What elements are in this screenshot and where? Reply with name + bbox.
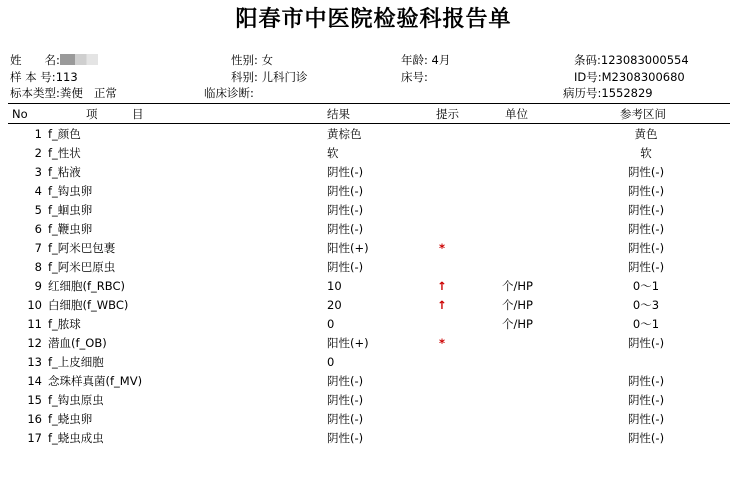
row-result: 黄棕色: [327, 127, 362, 141]
row-result: 阴性(-): [327, 222, 364, 236]
row-unit: 个/HP: [502, 298, 533, 312]
row-ref: 0～1: [632, 279, 660, 293]
sex-value: 女: [261, 53, 274, 67]
row-ref: 阴性(-): [627, 241, 665, 255]
row-ref: 阴性(-): [627, 393, 665, 407]
table-row: [0, 410, 747, 429]
id-field: [574, 70, 685, 84]
table-row: [0, 201, 747, 220]
age-field: [401, 53, 450, 67]
table-row: [0, 163, 747, 182]
row-item: f_阿米巴原虫: [48, 260, 116, 274]
row-item: f_蛲虫卵: [48, 412, 93, 426]
row-result: 阴性(-): [327, 203, 364, 217]
row-result: 阴性(-): [327, 412, 364, 426]
diagnosis-field: [204, 86, 254, 100]
table-row: [0, 239, 747, 258]
row-no: 8: [34, 260, 42, 274]
table-row: [0, 372, 747, 391]
sample-type-field: [10, 86, 117, 100]
row-result: 0: [327, 317, 335, 331]
row-ref: 0～1: [632, 317, 660, 331]
header-divider-bottom: [8, 123, 730, 124]
col-header-flag: 提示: [436, 107, 459, 121]
col-header-unit: 单位: [505, 107, 528, 121]
table-row: [0, 144, 747, 163]
table-row: [0, 353, 747, 372]
id-value: M2308300680: [601, 70, 685, 84]
table-row: [0, 220, 747, 239]
row-item: f_脓球: [48, 317, 81, 331]
row-no: 17: [27, 431, 42, 445]
row-no: 7: [34, 241, 42, 255]
row-result: 阴性(-): [327, 431, 364, 445]
row-no: 4: [34, 184, 42, 198]
row-ref: 阴性(-): [627, 336, 665, 350]
sample-no-label: 样 本 号:: [10, 70, 56, 84]
row-ref: 黄色: [634, 127, 658, 141]
up-arrow-icon: ↑: [437, 279, 447, 293]
row-flag: *: [438, 336, 445, 350]
dept-label: 科别:: [231, 70, 258, 84]
dept-value: 儿科门诊: [261, 70, 308, 84]
row-no: 12: [27, 336, 42, 350]
sample-type-label: 标本类型:: [10, 86, 60, 100]
redacted-name: [60, 54, 98, 65]
row-result: 软: [327, 146, 339, 160]
id-label: ID号:: [574, 70, 602, 84]
row-item: f_蛔虫卵: [48, 203, 93, 217]
row-ref: 阴性(-): [627, 412, 665, 426]
col-header-ref: 参考区间: [620, 107, 666, 121]
row-result: 10: [327, 279, 342, 293]
dept-field: [231, 70, 308, 84]
row-item: f_钩虫卵: [48, 184, 93, 198]
sample-no-value: 113: [55, 70, 78, 84]
table-row: [0, 277, 747, 296]
row-ref: 阴性(-): [627, 184, 665, 198]
row-ref: 阴性(-): [627, 431, 665, 445]
table-row: [0, 258, 747, 277]
row-result: 0: [327, 355, 335, 369]
col-header-result: 结果: [327, 107, 350, 121]
row-no: 10: [27, 298, 42, 312]
name-label: 姓 名:: [10, 53, 60, 67]
row-no: 5: [34, 203, 42, 217]
row-result: 阴性(-): [327, 393, 364, 407]
table-row: [0, 315, 747, 334]
row-no: 2: [34, 146, 42, 160]
row-result: 阴性(-): [327, 260, 364, 274]
diagnosis-label: 临床诊断:: [204, 86, 254, 100]
row-item: 红细胞(f_RBC): [48, 279, 125, 293]
record-value: 1552829: [601, 86, 653, 100]
age-value: 4月: [431, 53, 451, 67]
age-label: 年龄:: [401, 53, 428, 67]
row-ref: 软: [640, 146, 652, 160]
row-unit: 个/HP: [502, 279, 533, 293]
row-no: 13: [27, 355, 42, 369]
table-row: [0, 391, 747, 410]
row-ref: 0～3: [632, 298, 660, 312]
row-result: 阴性(-): [327, 374, 364, 388]
bed-label: 床号:: [401, 70, 428, 84]
row-flag: *: [438, 241, 445, 255]
row-item: f_性状: [48, 146, 81, 160]
report-title: 阳春市中医院检验科报告单: [235, 7, 512, 32]
sample-type-value: 粪便: [59, 86, 83, 100]
barcode-field: [574, 53, 689, 67]
row-item: f_颜色: [48, 127, 81, 141]
row-no: 16: [27, 412, 42, 426]
table-row: [0, 125, 747, 144]
row-item: f_粘液: [48, 165, 81, 179]
row-ref: 阴性(-): [627, 222, 665, 236]
row-no: 9: [34, 279, 42, 293]
row-ref: 阴性(-): [627, 165, 665, 179]
row-no: 6: [34, 222, 42, 236]
bed-field: [401, 70, 428, 84]
header-divider-top: [8, 103, 730, 104]
record-label: 病历号:: [563, 86, 602, 100]
row-result: 阴性(-): [327, 165, 364, 179]
barcode-value: 123083000554: [600, 53, 689, 67]
sex-field: [231, 53, 273, 67]
row-item: 白细胞(f_WBC): [48, 298, 129, 312]
row-no: 3: [34, 165, 42, 179]
sample-status-value: 正常: [93, 86, 117, 100]
row-no: 15: [27, 393, 42, 407]
sample-no-field: [10, 70, 78, 84]
record-field: [563, 86, 653, 100]
row-result: 阳性(+): [327, 336, 369, 350]
row-result: 阴性(-): [327, 184, 364, 198]
table-row: [0, 429, 747, 448]
row-result: 阳性(+): [327, 241, 369, 255]
row-ref: 阴性(-): [627, 203, 665, 217]
barcode-label: 条码:: [574, 53, 601, 67]
col-header-item: 项 目: [86, 107, 144, 121]
row-no: 11: [27, 317, 42, 331]
row-no: 1: [34, 127, 42, 141]
patient-name-field: [10, 53, 98, 67]
row-item: f_上皮细胞: [48, 355, 104, 369]
row-item: 念珠样真菌(f_MV): [48, 374, 143, 388]
table-row: [0, 296, 747, 315]
row-item: f_鞭虫卵: [48, 222, 93, 236]
row-result: 20: [327, 298, 342, 312]
up-arrow-icon: ↑: [437, 298, 447, 312]
table-row: [0, 182, 747, 201]
row-item: f_钩虫原虫: [48, 393, 104, 407]
row-ref: 阴性(-): [627, 374, 665, 388]
col-header-no: No: [12, 107, 28, 121]
table-row: [0, 334, 747, 353]
row-no: 14: [27, 374, 42, 388]
row-item: f_阿米巴包裹: [48, 241, 116, 255]
row-ref: 阴性(-): [627, 260, 665, 274]
row-item: f_蛲虫成虫: [48, 431, 104, 445]
row-unit: 个/HP: [502, 317, 533, 331]
sex-label: 性别:: [231, 53, 258, 67]
row-item: 潜血(f_OB): [48, 336, 107, 350]
